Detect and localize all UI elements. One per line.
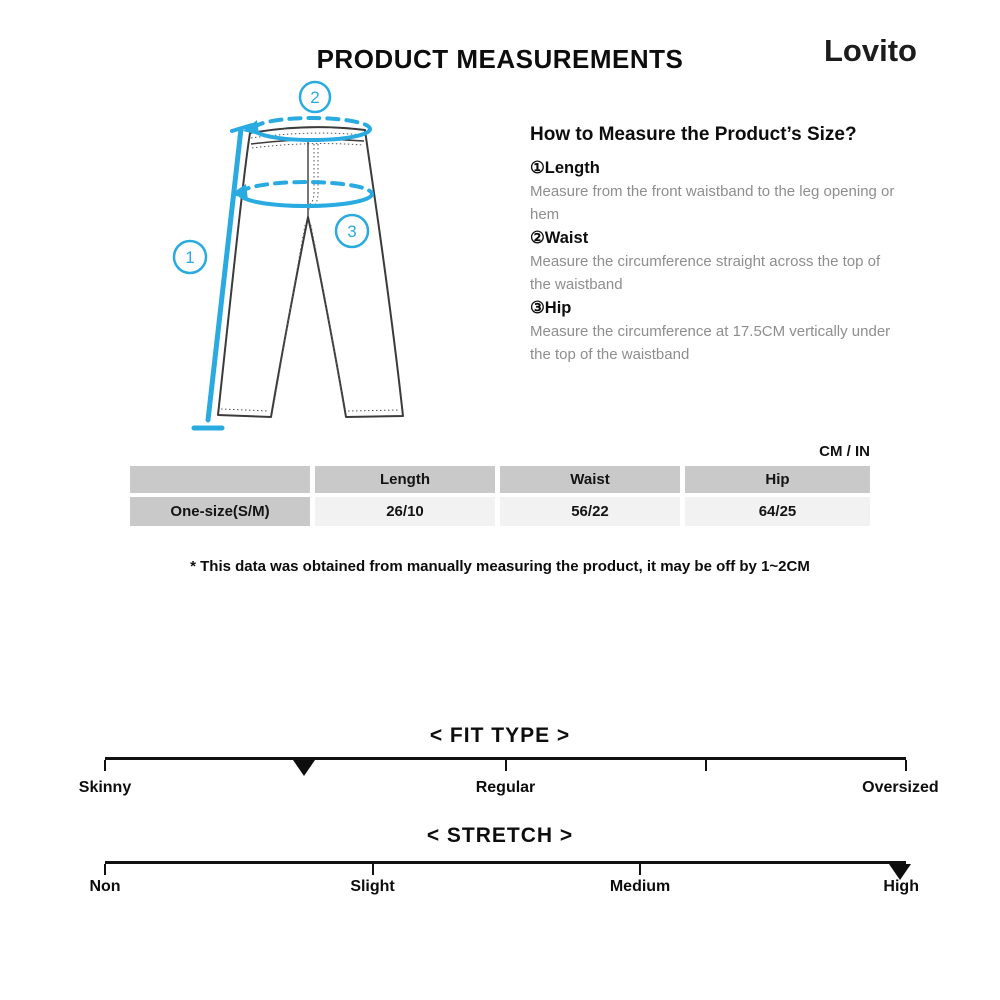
- how-to-section: [530, 122, 895, 366]
- callout-number-1: 1: [185, 248, 195, 267]
- fit-label-skinny: Skinny: [78, 779, 132, 796]
- measurement-disclaimer: * This data was obtained from manually measuring the product, it may be off by 1~2CM: [190, 558, 810, 575]
- stretch-labels: [89, 878, 919, 900]
- stretch-tick-67: [639, 864, 641, 875]
- units-label: CM / IN: [819, 443, 870, 460]
- callout-number-2: 2: [310, 88, 320, 107]
- fit-type-labels: [78, 779, 939, 801]
- stretch-tick-33: [372, 864, 374, 875]
- pants-outline: [218, 127, 403, 417]
- fit-label-regular: Regular: [475, 779, 536, 796]
- measure-item-desc-hip: Measure the circumference at 17.5CM vertically under the top of the waistband: [530, 323, 891, 363]
- measure-item-title-waist: [530, 226, 895, 250]
- header-cell-length: Length: [315, 466, 495, 493]
- stretch-label-slight: Slight: [350, 878, 395, 895]
- brand-logo: Lovito: [824, 33, 917, 68]
- stretch-scale: [105, 861, 906, 878]
- header-cell-waist: Waist: [500, 466, 680, 493]
- measure-item-title-length: [530, 156, 895, 180]
- circled-number-3: ③: [530, 299, 545, 317]
- stretch-heading: < STRETCH >: [426, 824, 574, 847]
- size-table-header-row: [130, 466, 870, 493]
- measure-item-name: Waist: [544, 229, 589, 247]
- fit-label-oversized: Oversized: [862, 779, 939, 796]
- length-value-cell: 26/10: [315, 497, 495, 526]
- stretch-label-medium: Medium: [609, 878, 671, 895]
- header-cell-size: [130, 466, 310, 493]
- fit-type-heading: < FIT TYPE >: [429, 724, 571, 747]
- measure-item-title-hip: [530, 296, 895, 320]
- header-cell-hip: Hip: [685, 466, 870, 493]
- page-title: PRODUCT MEASUREMENTS: [316, 44, 684, 74]
- measure-item-desc-length: Measure from the front waistband to the leg opening or hem: [530, 183, 895, 223]
- fit-tick-0: [104, 760, 106, 771]
- fit-tick-75: [705, 760, 707, 771]
- callout-number-3: 3: [347, 222, 357, 241]
- fit-tick-50: [505, 760, 507, 771]
- pants-diagram: [140, 80, 480, 435]
- hip-value-cell: 64/25: [685, 497, 870, 526]
- measure-item-name: Hip: [544, 299, 572, 317]
- stretch-tick-0: [104, 864, 106, 875]
- circled-number-2: ②: [530, 229, 545, 247]
- size-table-row: [130, 497, 870, 526]
- fit-type-marker-icon: [293, 760, 315, 776]
- row-label-cell: One-size(S/M): [130, 497, 310, 526]
- fit-tick-100: [905, 760, 907, 771]
- size-table: [130, 466, 870, 526]
- how-to-heading: How to Measure the Product’s Size?: [530, 124, 857, 145]
- fit-type-scale: [105, 757, 906, 774]
- measure-item-desc-waist: Measure the circumference straight across the top of the waistband: [530, 253, 881, 293]
- circled-number-1: ①: [530, 159, 545, 177]
- measure-item-name: Length: [544, 159, 600, 177]
- stretch-label-non: Non: [89, 878, 121, 895]
- waist-value-cell: 56/22: [500, 497, 680, 526]
- stretch-label-high: High: [883, 878, 919, 895]
